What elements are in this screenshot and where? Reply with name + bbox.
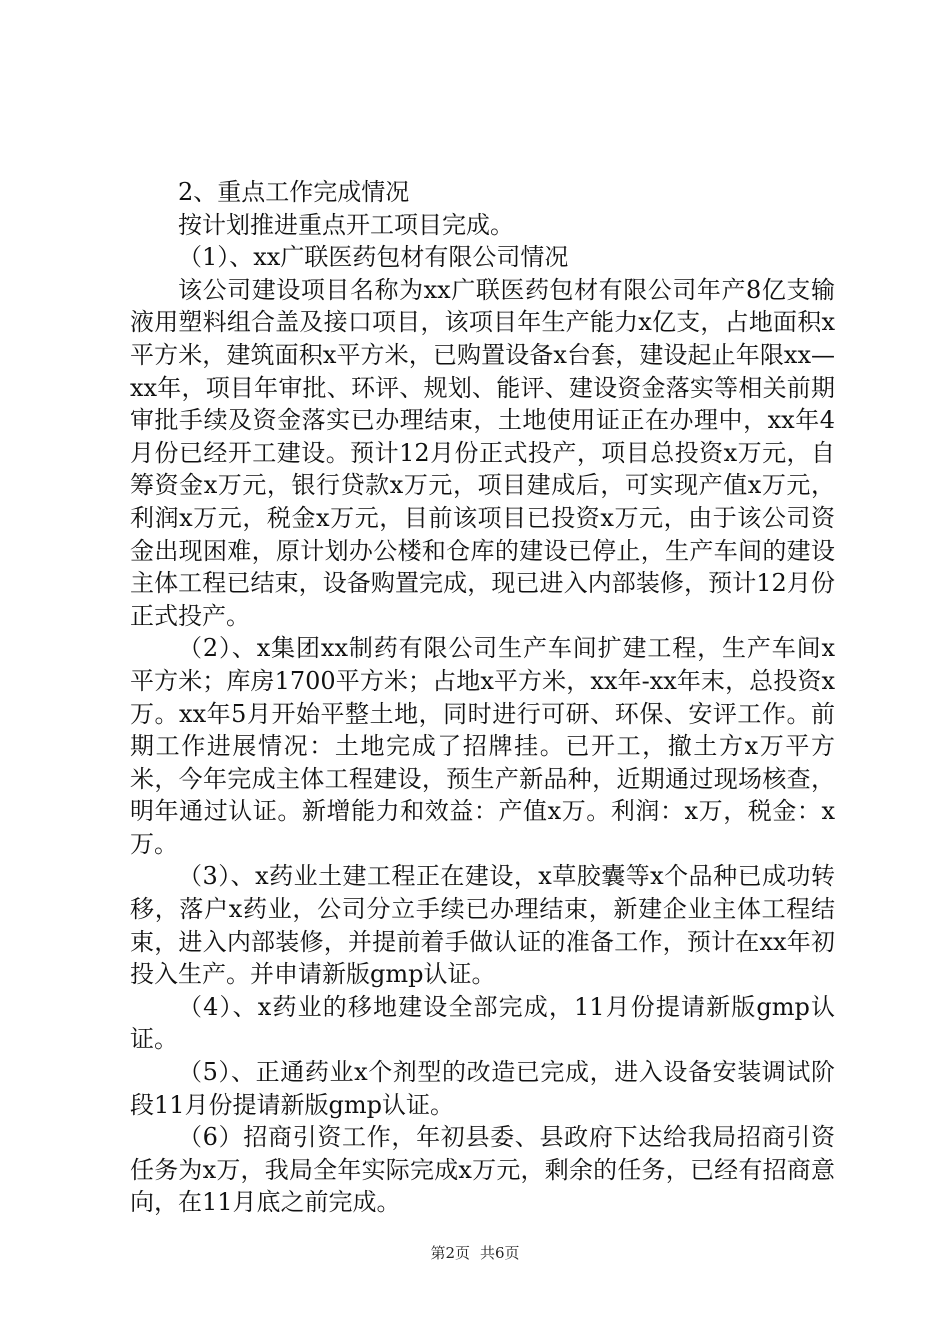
document-body xyxy=(130,176,835,1219)
item-6-paragraph: （6）招商引资工作，年初县委、县政府下达给我局招商引资任务为x万，我局全年实际完成x万元，剩余的任务，已经有招商意向，在11月底之前完成。 xyxy=(130,1123,835,1217)
page-number: 第2页 xyxy=(430,1244,470,1262)
item-4-paragraph: （4）、x药业的移地建设全部完成，11月份提请新版gmp认证。 xyxy=(130,992,835,1054)
item-2-paragraph: （2）、x集团xx制药有限公司生产车间扩建工程，生产车间x平方米；库房1700平方米；占地x平方米，xx年-xx年末，总投资x万。xx年5月开始平整土地，同时进行可研、环保、安评工作。前期工作进展情况：土地完成了招牌挂。已开工，撤土方x万平方米，今年完成主体工程建设，预生产新品种，近期通过现场核查，明年通过认证。新增能力和效益：产值x万。利润：x万，税金：x万。 xyxy=(130,634,835,858)
section-heading: 2、重点工作完成情况 xyxy=(178,178,410,206)
item-1-paragraph: 该公司建设项目名称为xx广联医药包材有限公司年产8亿支输液用塑料组合盖及接口项目，该项目年生产能力x亿支，占地面积x平方米，建筑面积x平方米，已购置设备x台套，建设起止年限xx—xx年，项目年审批、环评、规划、能评、建设资金落实等相关前期审批手续及资金落实已办理结束，土地使用证正在办理中，xx年4月份已经开工建设。预计12月份正式投产，项目总投资x万元，自筹资金x万元，银行贷款x万元，项目建成后，可实现产值x万元，利润x万元，税金x万元，目前该项目已投资x万元，由于该公司资金出现困难，原计划办公楼和仓库的建设已停止，生产车间的建设主体工程已结束，设备购置完成，现已进入内部装修，预计12月份正式投产。 xyxy=(130,275,835,630)
item-3-paragraph: （3）、x药业土建工程正在建设，x草胶囊等x个品种已成功转移，落户x药业，公司分立手续已办理结束，新建企业主体工程结束，进入内部装修，并提前着手做认证的准备工作，预计在xx年初投入生产。并申请新版gmp认证。 xyxy=(130,862,835,989)
page-footer xyxy=(0,1243,950,1263)
intro-paragraph: 按计划推进重点开工项目完成。 xyxy=(178,210,514,239)
item-1-heading: （1）、xx广联医药包材有限公司情况 xyxy=(178,243,569,272)
item-5-paragraph: （5）、正通药业x个剂型的改造已完成，进入设备安装调试阶段11月份提请新版gmp认证。 xyxy=(130,1058,835,1119)
page-total: 共6页 xyxy=(480,1244,520,1262)
